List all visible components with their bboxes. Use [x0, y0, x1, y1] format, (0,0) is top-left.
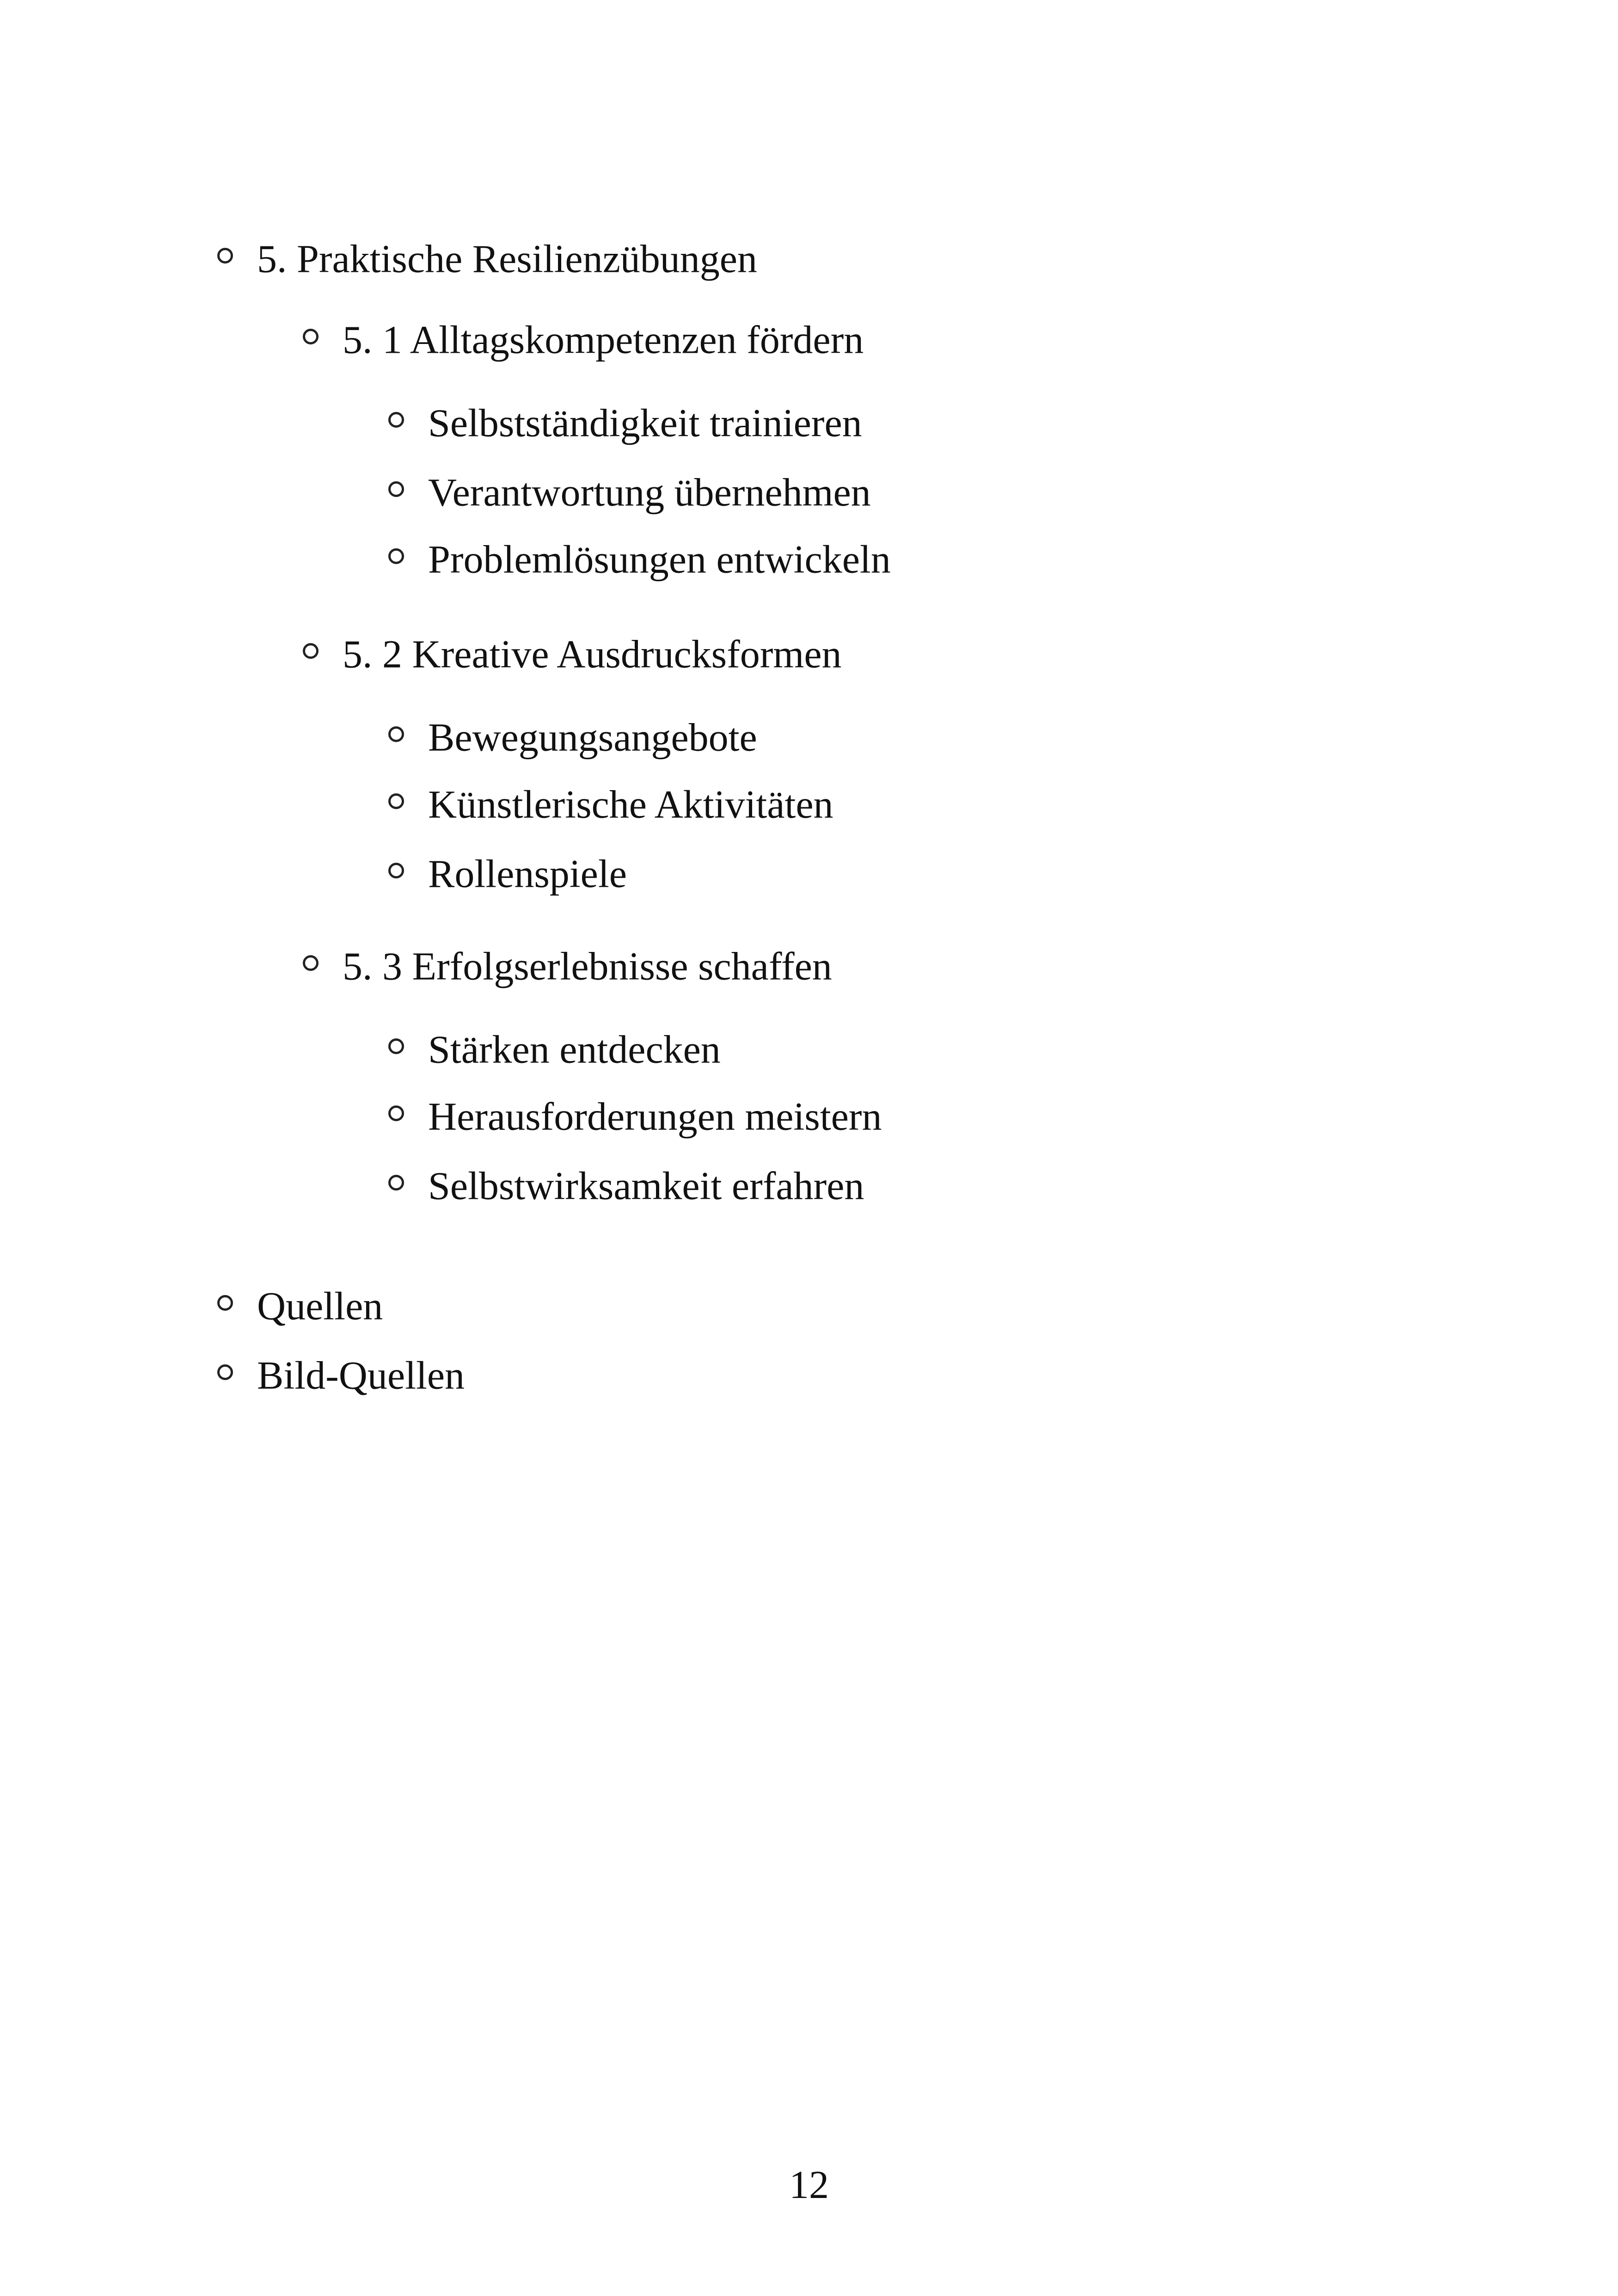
circle-bullet-icon — [388, 1038, 404, 1054]
circle-bullet-icon — [388, 548, 404, 564]
outline-item-label: Quellen — [257, 1283, 383, 1328]
circle-bullet-icon — [388, 726, 404, 742]
outline-item-label: Stärken entdecken — [428, 1027, 721, 1072]
circle-bullet-icon — [388, 1175, 404, 1191]
outline-item-label: Künstlerische Aktivitäten — [428, 782, 834, 827]
outline-item-label: Verantwortung übernehmen — [428, 470, 871, 515]
outline-item-label: Herausforderungen meistern — [428, 1094, 882, 1139]
outline-item-label: 5. 3 Erfolgserlebnisse schaffen — [343, 944, 832, 988]
circle-bullet-icon — [388, 1105, 404, 1121]
outline-item-section-5-3 — [303, 934, 832, 989]
outline-item-label: Bewegungsangebote — [428, 715, 757, 760]
outline-item-label: Rollenspiele — [428, 851, 627, 896]
outline-item — [388, 841, 627, 897]
outline-item — [388, 527, 891, 583]
outline-item-label: Selbstständigkeit trainieren — [428, 400, 862, 445]
circle-bullet-icon — [303, 955, 319, 971]
circle-bullet-icon — [388, 412, 404, 428]
outline-item-section-5-1 — [303, 307, 864, 363]
outline-item — [388, 1084, 882, 1140]
outline-item-label: Problemlösungen entwickeln — [428, 537, 891, 582]
outline-item-label: Bild-Quellen — [257, 1353, 465, 1398]
circle-bullet-icon — [303, 643, 319, 659]
circle-bullet-icon — [217, 1295, 233, 1311]
page-number: 12 — [789, 2162, 829, 2207]
circle-bullet-icon — [303, 329, 319, 344]
outline-item-image-sources — [217, 1343, 465, 1399]
circle-bullet-icon — [217, 248, 233, 264]
outline-item-sources — [217, 1274, 383, 1329]
circle-bullet-icon — [388, 481, 404, 497]
outline-item — [388, 1017, 721, 1073]
outline-item — [388, 460, 871, 516]
circle-bullet-icon — [217, 1364, 233, 1380]
outline-item-label: Selbstwirksamkeit erfahren — [428, 1163, 864, 1208]
outline-item — [388, 1154, 864, 1209]
outline-item-section-5-2 — [303, 622, 842, 677]
circle-bullet-icon — [388, 793, 404, 809]
outline-item-label: 5. 1 Alltagskompetenzen fördern — [343, 317, 864, 362]
outline-item-label: 5. 2 Kreative Ausdrucksformen — [343, 632, 842, 676]
circle-bullet-icon — [388, 863, 404, 878]
outline-item-label: 5. Praktische Resilienzübungen — [257, 236, 757, 281]
outline-item — [388, 772, 834, 828]
outline-item — [388, 391, 862, 446]
outline-item — [388, 705, 757, 761]
outline-item-section-5 — [217, 227, 757, 282]
